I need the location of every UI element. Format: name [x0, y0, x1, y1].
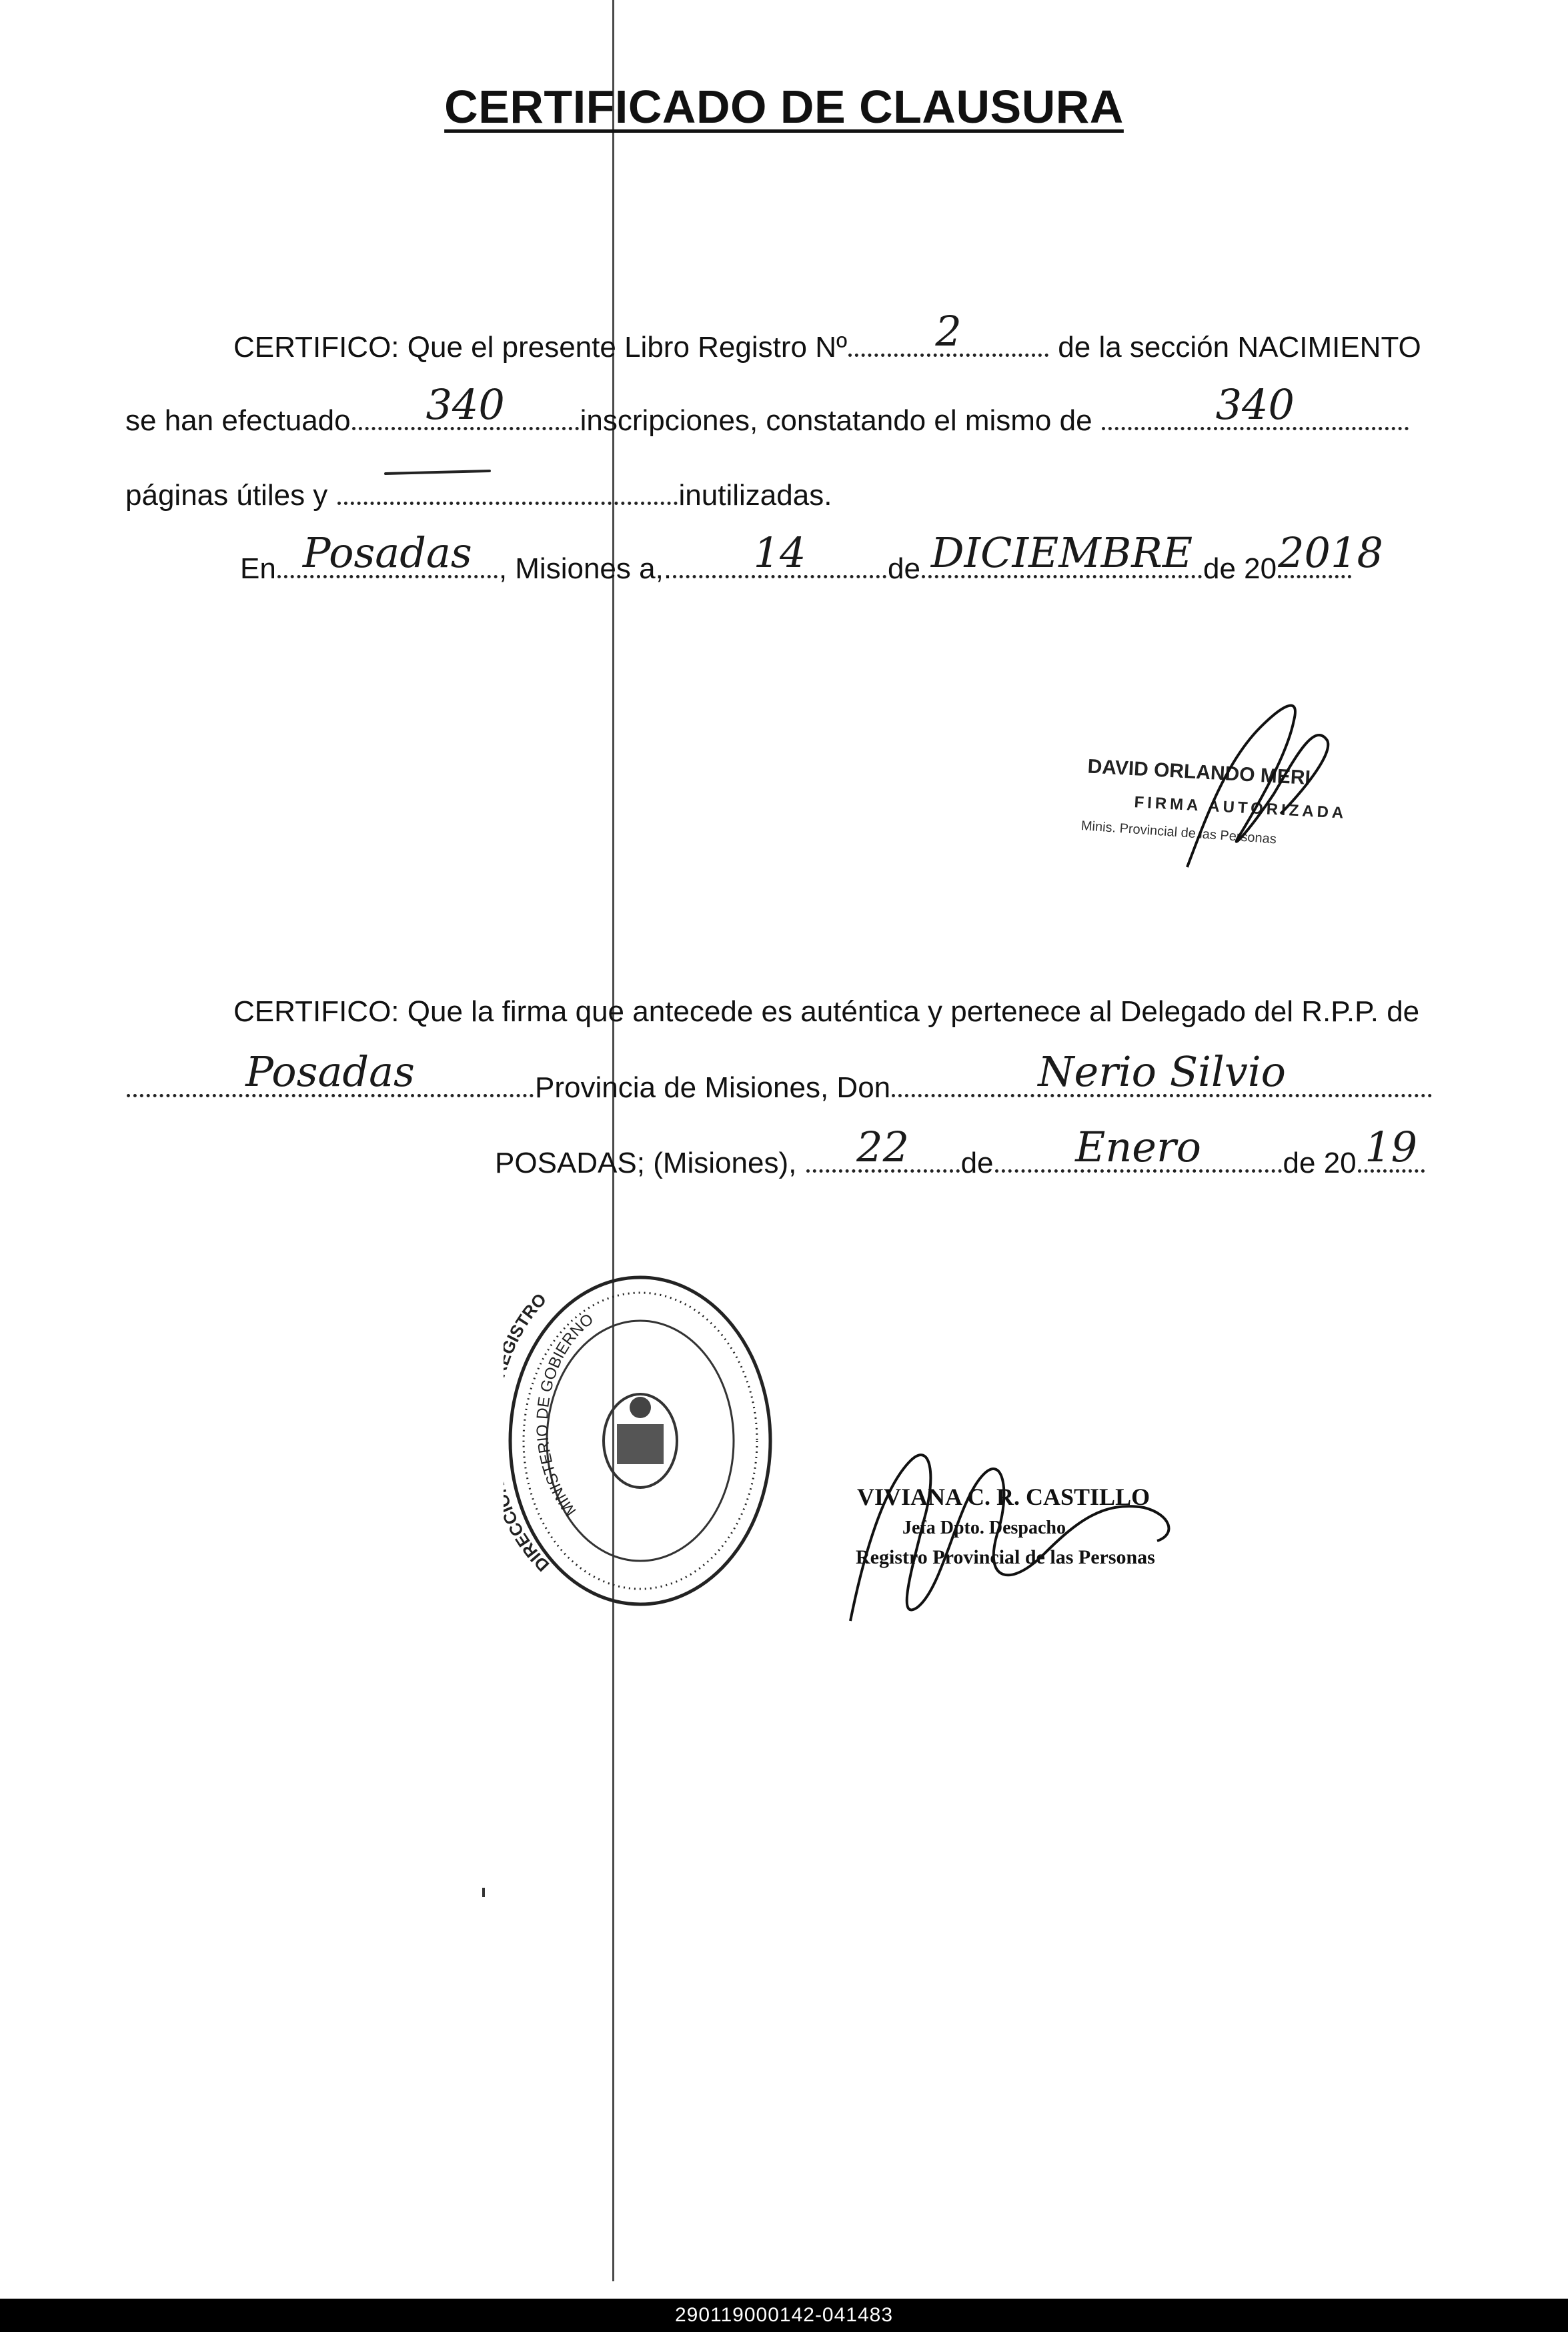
- seal-inner-text: MINISTERIO DE GOBIERNO: [533, 1309, 598, 1520]
- seal-svg: [504, 1271, 777, 1611]
- document-title: CERTIFICADO DE CLAUSURA: [444, 81, 1124, 133]
- libro-number: 2: [935, 307, 962, 356]
- cert1-line3-tail: inutilizadas.: [678, 479, 832, 512]
- cert1-line2-mid: inscripciones, constatando el mismo de: [580, 404, 1092, 437]
- scan-mark: [482, 1888, 485, 1897]
- cert1-date-mid2: de: [888, 552, 920, 585]
- inscripciones-count: 340: [426, 380, 505, 429]
- cert1-date-lead: En: [240, 552, 276, 585]
- cert2-date-line: [495, 1123, 1426, 1183]
- document-id: 290119000142-041483: [674, 2304, 894, 2326]
- cert1-lugar: Posadas: [302, 528, 472, 577]
- cert2-line1: CERTIFICO: Que la firma que antecede es auténtica y pertenece al Delegado del R.P.P. de: [233, 995, 1420, 1028]
- cert1-date-mid1: , Misiones a,.: [498, 552, 672, 585]
- cert1-date-mid3: de 20: [1203, 552, 1277, 585]
- cert1-line1: [233, 307, 1421, 368]
- cert1-line1-tail: de la sección NACIMIENTO: [1058, 331, 1421, 364]
- signer-office: Registro Provincial de las Personas: [856, 1546, 1155, 1568]
- cert2-anio: 19: [1365, 1123, 1418, 1171]
- cert2-date-lead: POSADAS; (Misiones),: [495, 1147, 797, 1179]
- cert1-line2: [125, 380, 1410, 441]
- inutilizadas-dash: [384, 470, 491, 475]
- cert2-line2: [125, 1047, 1433, 1108]
- stamp-role: FIRMA AUTORIZADA: [1133, 793, 1347, 822]
- cert2-localidad: Posadas: [245, 1047, 415, 1096]
- cert1-line3: [125, 475, 832, 516]
- cert2-line2-mid: Provincia de Misiones, Don: [535, 1071, 891, 1104]
- cert2-date-mid2: de 20: [1283, 1147, 1357, 1179]
- stamp-office: Minis. Provincial de las Personas: [1080, 818, 1277, 847]
- authorized-signature-stamp: [1060, 680, 1407, 874]
- signer-title: Jefa Dpto. Despacho: [902, 1518, 1066, 1538]
- cert2-date-mid: de: [960, 1147, 994, 1179]
- cert1-line1-lead: CERTIFICO: Que el presente Libro Registro Nº: [233, 331, 848, 364]
- seal-emblem-icon: [604, 1394, 677, 1488]
- signer-signature-block: [824, 1421, 1197, 1648]
- cert1-line3-lead: páginas útiles y: [125, 479, 328, 512]
- cert1-anio: 2018: [1278, 528, 1383, 577]
- stamp-signature-svg: [1060, 680, 1407, 874]
- delegado-name: Nerio Silvio: [1038, 1047, 1287, 1096]
- cert2-mes: Enero: [1075, 1123, 1201, 1171]
- stamp-name: DAVID ORLANDO MERI: [1086, 755, 1311, 789]
- signer-name: VIVIANA C. R. CASTILLO: [857, 1484, 1150, 1510]
- cert1-line2-lead: se han efectuado: [125, 404, 351, 437]
- cert1-dia: 14: [753, 528, 806, 577]
- seal-outer-text: DIREC ISTRO: [504, 1289, 554, 1576]
- official-seal: [504, 1271, 777, 1611]
- paginas-count: 340: [1215, 380, 1295, 429]
- cert1-mes: DICIEMBRE: [930, 528, 1193, 577]
- cert1-date-line: [240, 528, 1383, 589]
- cert2-dia: 22: [856, 1123, 910, 1171]
